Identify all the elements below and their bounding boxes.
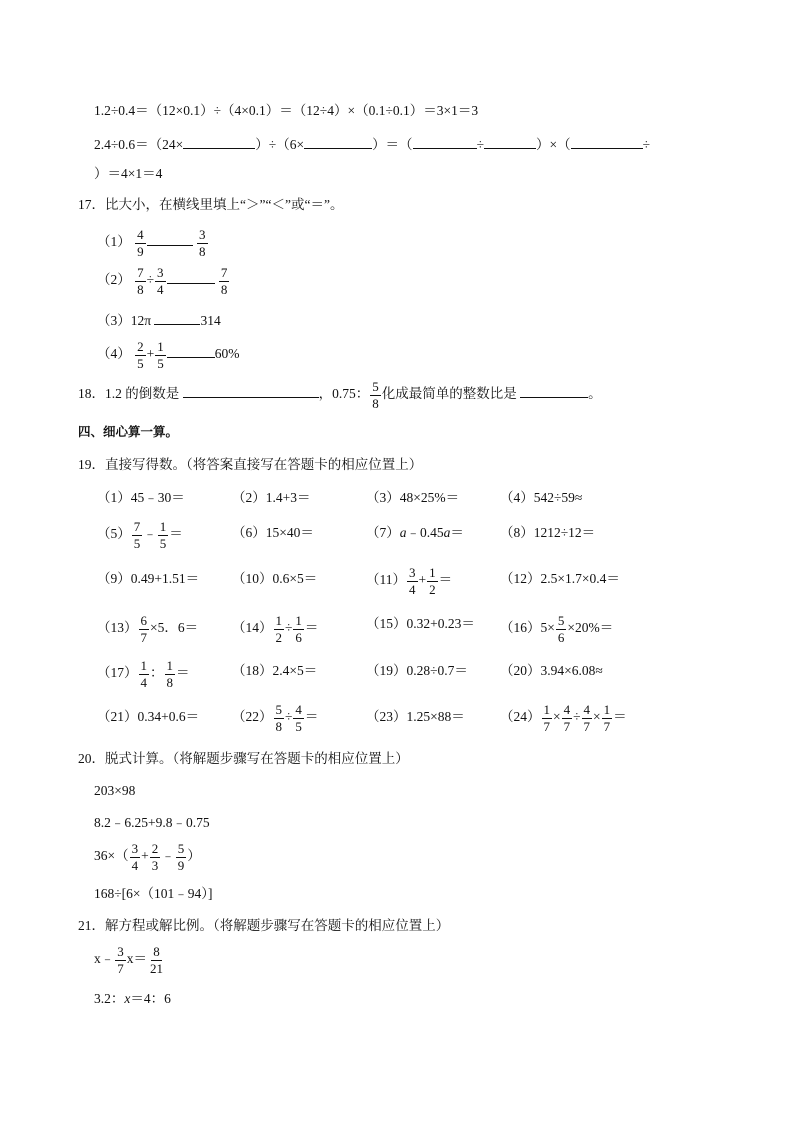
fraction: $\frac{3}{4}$ [157, 265, 164, 297]
q16-blank-5[interactable] [571, 136, 643, 149]
fraction: $\frac{1}{7}$ [603, 702, 611, 734]
q17-item-1 [97, 228, 209, 258]
fraction: $\frac{6}{7}$ [140, 613, 147, 645]
item-label: （4） [97, 346, 131, 362]
fraction: $\frac{4}{7}$ [583, 702, 591, 734]
q19-item-13: （13） $\frac{6}{7}$ ×5．6＝ [97, 613, 199, 645]
fraction: $\frac{4}{9}$ [137, 227, 144, 259]
answer-blank[interactable] [167, 345, 215, 358]
q16-line2-text: ÷ [476, 137, 484, 152]
q16-blank-3[interactable] [413, 136, 477, 149]
answer-blank[interactable] [520, 385, 588, 398]
fraction: $\frac{4}{5}$ [295, 702, 302, 734]
q19-item-21: （21）0.34+0.6＝ [97, 709, 200, 724]
fraction: $\frac{1}{6}$ [295, 613, 302, 645]
answer-blank[interactable] [183, 385, 319, 398]
q16-blank-2[interactable] [304, 136, 372, 149]
q16-line2 [94, 136, 650, 152]
section-heading: 四、细心算一算。 [78, 424, 179, 439]
q16-blank-4[interactable] [484, 136, 536, 149]
fraction: $\frac{7}{5}$ [133, 519, 141, 551]
fraction: $\frac{4}{7}$ [563, 702, 571, 734]
q19-item-6: （6）15×40＝ [232, 525, 314, 540]
q19-item-10: （10）0.6×5＝ [232, 571, 318, 586]
q21-eq-2: 3.2：x＝4：6 [94, 991, 171, 1006]
q19-item-9: （9）0.49+1.51＝ [97, 571, 200, 586]
answer-blank[interactable] [167, 271, 215, 284]
fraction: $\frac{3}{8}$ [199, 227, 206, 259]
q19-item-22: （22） $\frac{5}{8}$ ÷ $\frac{4}{5}$ ＝ [232, 702, 319, 734]
q20-expr-2: 8.2﹣6.25+9.8﹣0.75 [94, 815, 210, 830]
q17-item-4: （4） $\frac{2}{5}$ + $\frac{1}{5}$ 60% [97, 339, 240, 371]
q19-item-4: （4）542÷59≈ [500, 490, 583, 505]
fraction: $\frac{3}{7}$ [117, 944, 124, 976]
q16-line2-text: ）×（ [535, 137, 571, 152]
q17-item-3: （3）12π 314 [97, 313, 221, 328]
q19-item-8: （8）1212÷12＝ [500, 525, 596, 540]
q16-line2-text: 2.4÷0.6＝（24× [94, 137, 184, 152]
item-label: （1） [97, 234, 131, 250]
item-label: （3）12π [97, 313, 152, 328]
fraction: $\frac{7}{8}$ [137, 265, 144, 297]
q16-line3: ）＝4×1＝4 [94, 166, 163, 181]
q21-eq-1: x﹣ $\frac{3}{7}$ x＝ $\frac{8}{21}$ [94, 944, 163, 976]
item-label: （2） [97, 272, 131, 288]
q19-item-24: （24） $\frac{1}{7}$ × $\frac{4}{7}$ ÷ $\frac{4}{7}$ × $\frac{1}{7}$ ＝ [500, 702, 627, 734]
fraction: $\frac{3}{4}$ [409, 565, 416, 597]
fraction: $\frac{5}{8}$ [275, 702, 282, 734]
q20-expr-3: 36×（ $\frac{3}{4}$ + $\frac{2}{3}$ ﹣ $\frac{5}{9}$ ） [94, 841, 201, 873]
fraction: $\frac{1}{5}$ [159, 519, 167, 551]
q19-item-17: （17） $\frac{1}{4}$ ： $\frac{1}{8}$ ＝ [97, 658, 190, 690]
q16-line2-text: ）＝（ [372, 137, 413, 152]
fraction: $\frac{1}{4}$ [140, 658, 147, 690]
fraction: $\frac{7}{8}$ [220, 265, 228, 297]
fraction: $\frac{1}{5}$ [157, 339, 164, 371]
q16-line2-text: ）÷（6× [255, 137, 305, 152]
fraction: $\frac{2}{5}$ [137, 339, 144, 371]
answer-blank[interactable] [147, 233, 193, 246]
fraction: $\frac{5}{6}$ [557, 613, 565, 645]
q19-item-2: （2）1.4+3＝ [232, 490, 311, 505]
q19-item-19: （19）0.28÷0.7＝ [366, 663, 468, 678]
fraction: $\frac{2}{3}$ [151, 841, 159, 873]
q20-expr-1: 203×98 [94, 783, 136, 798]
answer-blank[interactable] [154, 312, 200, 325]
q19-item-12: （12）2.5×1.7×0.4＝ [500, 571, 620, 586]
fraction: $\frac{3}{4}$ [131, 841, 139, 873]
q19-item-5: （5） $\frac{7}{5}$ ﹣ $\frac{1}{5}$ ＝ [97, 519, 183, 551]
fraction: $\frac{1}{2}$ [275, 613, 282, 645]
q18-line: 18．1.2 的倒数是 ，0.75： $\frac{5}{8}$ 化成最简单的整数比是 。 [78, 379, 602, 411]
q16-line1: 1.2÷0.4＝（12×0.1）÷（4×0.1）＝（12÷4）×（0.1÷0.1）＝3×1＝3 [94, 103, 479, 118]
fraction: $\frac{1}{8}$ [166, 658, 173, 690]
q20-stem: 20．脱式计算。（将解题步骤写在答题卡的相应位置上） [78, 751, 409, 766]
q19-item-16: （16）5× $\frac{5}{6}$ ×20%＝ [500, 613, 614, 645]
q19-item-14: （14） $\frac{1}{2}$ ÷ $\frac{1}{6}$ ＝ [232, 613, 319, 645]
q19-item-23: （23）1.25×88＝ [366, 709, 465, 724]
q19-item-7: （7）a﹣0.45a＝ [366, 525, 464, 540]
fraction: $\frac{1}{7}$ [543, 702, 550, 734]
q17-item-2: （2） $\frac{7}{8}$ ÷ $\frac{3}{4}$ $\frac{7}{8}$ [97, 265, 228, 297]
q16-line2-text: ÷ [642, 137, 651, 152]
q19-item-15: （15）0.32+0.23＝ [366, 616, 475, 631]
q19-item-1: （1）45﹣30＝ [97, 490, 185, 505]
fraction: $\frac{5}{8}$ [372, 379, 379, 411]
fraction: $\frac{5}{9}$ [177, 841, 185, 873]
fraction: $\frac{8}{21}$ [150, 944, 163, 976]
q19-item-18: （18）2.4×5＝ [232, 663, 318, 678]
q20-expr-4: 168÷[6×（101﹣94）] [94, 886, 213, 901]
q19-item-20: （20）3.94×6.08≈ [500, 663, 603, 678]
q21-stem: 21．解方程或解比例。（将解题步骤写在答题卡的相应位置上） [78, 918, 450, 933]
q16-blank-1[interactable] [183, 136, 255, 149]
q19-stem: 19．直接写得数。（将答案直接写在答题卡的相应位置上） [78, 457, 423, 472]
q17-stem: 17．比大小，在横线里填上“＞”“＜”或“＝”。 [78, 197, 344, 212]
q19-item-11: （11） $\frac{3}{4}$ + $\frac{1}{2}$ ＝ [366, 565, 453, 597]
q19-item-3: （3）48×25%＝ [366, 490, 460, 505]
fraction: $\frac{1}{2}$ [429, 565, 436, 597]
